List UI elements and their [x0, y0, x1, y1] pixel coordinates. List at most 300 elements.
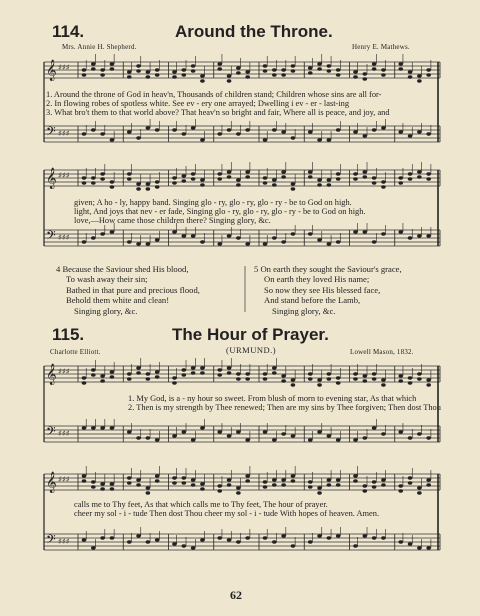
note-head [308, 130, 313, 133]
note-head [217, 242, 222, 245]
note-head [182, 544, 187, 547]
note-head [146, 242, 151, 245]
note-head [281, 432, 286, 435]
note-head [245, 128, 250, 131]
page-number: 62 [230, 588, 242, 602]
note-head [281, 483, 286, 486]
treble-clef-icon: 𝄞 [46, 168, 57, 189]
verse-line: 4 Because the Saviour shed His blood, [56, 264, 189, 274]
note-head [308, 480, 313, 483]
note-head [110, 370, 115, 373]
note-head [236, 178, 241, 181]
note-head [336, 68, 341, 71]
bass-clef-icon: 𝄢 [46, 124, 56, 142]
note-head [372, 480, 377, 483]
verse-line: Singing glory, &c. [272, 305, 336, 316]
note-head [146, 75, 151, 78]
note-head [281, 170, 286, 173]
note-head [110, 375, 115, 378]
note-head [91, 368, 96, 371]
note-head [236, 540, 241, 543]
note-head [426, 383, 431, 386]
note-head [272, 183, 277, 186]
note-head [146, 491, 151, 494]
note-head [317, 486, 322, 489]
note-head [91, 236, 96, 239]
note-head [398, 540, 403, 543]
note-head [82, 426, 87, 429]
note-head [281, 130, 286, 133]
note-head [353, 479, 358, 482]
note-head [245, 377, 250, 380]
note-head [236, 132, 241, 135]
note-head [308, 232, 313, 235]
note-head [127, 476, 132, 479]
note-head [82, 176, 87, 179]
lyric-line: love,—How came those children there? Singing glory, &c. [74, 216, 271, 225]
note-head [372, 181, 377, 184]
note-head [172, 481, 177, 484]
note-head [172, 176, 177, 179]
note-head [200, 138, 205, 141]
note-head [155, 479, 160, 482]
note-head [263, 64, 268, 67]
note-head [281, 374, 286, 377]
note-head [245, 75, 250, 78]
note-head [127, 377, 132, 380]
note-head [336, 177, 341, 180]
note-head [353, 172, 358, 175]
note-head [155, 73, 160, 76]
note-head [191, 438, 196, 441]
note-head [336, 438, 341, 441]
note-head [227, 483, 232, 486]
note-head [426, 234, 431, 237]
note-head [146, 187, 151, 190]
note-head [172, 128, 177, 131]
note-head [281, 379, 286, 382]
note-head [227, 170, 232, 173]
note-head [236, 377, 241, 380]
note-head [398, 430, 403, 433]
note-head [200, 426, 205, 429]
note-head [272, 540, 277, 543]
note-head [110, 67, 115, 70]
verse-line: Behold them white and clean! [66, 295, 170, 306]
note-head [127, 540, 132, 543]
treble-clef-icon: 𝄞 [46, 60, 57, 81]
note-head [308, 540, 313, 543]
note-head [182, 368, 187, 371]
note-head [172, 230, 177, 233]
note-head [182, 373, 187, 376]
note-head [136, 371, 141, 374]
note-head [363, 374, 368, 377]
note-head [236, 71, 241, 74]
note-head [217, 536, 222, 539]
note-head [91, 62, 96, 65]
note-head [227, 366, 232, 369]
note-head [291, 383, 296, 386]
note-head [272, 73, 277, 76]
note-head [272, 128, 277, 131]
note-head [408, 177, 413, 180]
note-head [100, 426, 105, 429]
note-head [236, 372, 241, 375]
note-head [127, 177, 132, 180]
note-head [336, 478, 341, 481]
note-head [336, 73, 341, 76]
note-head [291, 479, 296, 482]
note-head [91, 176, 96, 179]
note-head [281, 240, 286, 243]
note-head [308, 438, 313, 441]
note-head [363, 175, 368, 178]
note-head [372, 176, 377, 179]
note-head [245, 70, 250, 73]
note-head [336, 483, 341, 486]
note-head [227, 79, 232, 82]
note-head [200, 371, 205, 374]
note-head [272, 483, 277, 486]
note-head [91, 67, 96, 70]
note-head [127, 70, 132, 73]
note-head [146, 372, 151, 375]
note-head [291, 64, 296, 67]
key-sharps-icon: ♯♯♯ [58, 129, 70, 138]
note-head [217, 132, 222, 135]
note-head [327, 372, 332, 375]
note-head [381, 185, 386, 188]
bass-clef-icon: 𝄢 [46, 532, 56, 550]
note-head [426, 378, 431, 381]
note-head [272, 366, 277, 369]
note-head [291, 544, 296, 547]
note-head [381, 383, 386, 386]
bass-clef-icon: 𝄢 [46, 228, 56, 246]
note-head [172, 181, 177, 184]
verse-line: To wash away their sin; [66, 274, 148, 285]
note-head [263, 69, 268, 72]
note-head [82, 538, 87, 541]
note-head [327, 69, 332, 72]
note-head [136, 64, 141, 67]
note-head [182, 73, 187, 76]
note-head [372, 240, 377, 243]
treble-clef-icon: 𝄞 [46, 472, 57, 493]
note-head [127, 430, 132, 433]
note-head [426, 68, 431, 71]
hymn-115-music-credit: Lowell Mason, 1832. [350, 348, 414, 356]
note-head [291, 232, 296, 235]
note-head [146, 540, 151, 543]
note-head [236, 491, 241, 494]
note-head [155, 538, 160, 541]
note-head [227, 128, 232, 131]
note-head [172, 542, 177, 545]
lyric-line: light, And joys that nev - er fade, Singing glo - ry, glo - ry, glo - ry - be to God on high. [74, 207, 366, 216]
verse-line: Bathed in that pure and precious flood, [66, 284, 200, 295]
note-head [272, 478, 277, 481]
note-head [291, 474, 296, 477]
verse-line: Singing glory, &c. [74, 305, 138, 316]
note-head [91, 128, 96, 131]
note-head [245, 175, 250, 178]
note-head [172, 476, 177, 479]
note-head [398, 379, 403, 382]
note-head [136, 478, 141, 481]
note-head [136, 366, 141, 369]
note-head [372, 485, 377, 488]
note-head [217, 62, 222, 65]
note-head [82, 132, 87, 135]
note-head [417, 79, 422, 82]
note-head [291, 187, 296, 190]
note-head [372, 128, 377, 131]
note-head [200, 482, 205, 485]
note-head [363, 170, 368, 173]
key-sharps-icon: ♯♯♯ [58, 429, 70, 438]
note-head [110, 138, 115, 141]
note-head [353, 75, 358, 78]
key-sharps-icon: ♯♯♯ [58, 475, 70, 484]
note-head [363, 436, 368, 439]
note-head [146, 126, 151, 129]
note-head [336, 128, 341, 131]
note-head [155, 180, 160, 183]
note-head [408, 134, 413, 137]
note-head [110, 426, 115, 429]
note-head [327, 138, 332, 141]
note-head [381, 478, 386, 481]
note-head [100, 132, 105, 135]
note-head [398, 489, 403, 492]
note-head [82, 479, 87, 482]
note-head [91, 485, 96, 488]
note-head [353, 230, 358, 233]
note-head [236, 66, 241, 69]
note-head [327, 536, 332, 539]
note-head [100, 68, 105, 71]
note-head [426, 546, 431, 549]
note-head [110, 536, 115, 539]
note-head [200, 487, 205, 490]
note-head [146, 377, 151, 380]
note-head [182, 132, 187, 135]
note-head [155, 128, 160, 131]
note-head [353, 177, 358, 180]
note-head [172, 381, 177, 384]
note-head [82, 181, 87, 184]
note-head [417, 372, 422, 375]
note-head [417, 432, 422, 435]
note-head [336, 534, 341, 537]
note-head [263, 377, 268, 380]
note-head [172, 70, 177, 73]
note-head [191, 234, 196, 237]
note-head [146, 182, 151, 185]
note-head [381, 483, 386, 486]
note-head [426, 132, 431, 135]
note-head [308, 170, 313, 173]
hymn-114-number: 114. [52, 22, 85, 41]
note-head [146, 486, 151, 489]
note-head [363, 72, 368, 75]
note-head [408, 542, 413, 545]
key-sharps-icon: ♯♯♯ [58, 367, 70, 376]
note-head [100, 379, 105, 382]
note-head [381, 378, 386, 381]
note-head [127, 372, 132, 375]
note-head [136, 483, 141, 486]
note-head [100, 232, 105, 235]
note-head [182, 430, 187, 433]
hymn-115-number: 115. [52, 325, 85, 344]
note-head [182, 68, 187, 71]
note-head [91, 373, 96, 376]
hymn-114-system-2-lyrics [74, 198, 366, 225]
note-head [317, 383, 322, 386]
note-head [91, 546, 96, 549]
lyric-line: 2. In flowing robes of spotless white. See ev - ery one arrayed; Dwelling i ev - er - last-ing [46, 99, 350, 108]
hymn-115-words-credit: Charlotte Elliott. [50, 348, 101, 356]
note-head [426, 436, 431, 439]
note-head [372, 426, 377, 429]
note-head [217, 172, 222, 175]
note-head [155, 185, 160, 188]
note-head [127, 240, 132, 243]
note-head [353, 130, 358, 133]
note-head [200, 79, 205, 82]
note-head [417, 74, 422, 77]
note-head [182, 179, 187, 182]
note-head [217, 67, 222, 70]
note-head [217, 373, 222, 376]
note-head [417, 175, 422, 178]
note-head [408, 70, 413, 73]
note-head [91, 181, 96, 184]
note-head [155, 68, 160, 71]
note-head [353, 544, 358, 547]
note-head [91, 426, 96, 429]
note-head [227, 74, 232, 77]
note-head [227, 371, 232, 374]
note-head [336, 172, 341, 175]
note-head [217, 484, 222, 487]
note-head [363, 230, 368, 233]
hymn-115-title: The Hour of Prayer. [172, 325, 329, 344]
note-head [200, 183, 205, 186]
key-sharps-icon: ♯♯♯ [58, 171, 70, 180]
hymn-114-system-1-lyrics [46, 90, 390, 117]
note-head [317, 62, 322, 65]
lyric-line: 1. Around the throne of God in heav'n, Thousands of children stand; Children whose sins are all for- [46, 90, 382, 99]
note-head [227, 234, 232, 237]
lyric-line: cheer my sol - i - tude Then dost Thou cheer my sol - i - tude With hopes of heaven. Amen. [74, 509, 380, 518]
note-head [100, 482, 105, 485]
note-head [172, 434, 177, 437]
note-head [408, 376, 413, 379]
note-head [381, 73, 386, 76]
note-head [200, 74, 205, 77]
note-head [155, 375, 160, 378]
note-head [353, 474, 358, 477]
note-head [398, 484, 403, 487]
note-head [327, 64, 332, 67]
note-head [191, 172, 196, 175]
note-head [127, 130, 132, 133]
note-head [191, 371, 196, 374]
note-head [417, 234, 422, 237]
note-head [417, 546, 422, 549]
treble-clef-icon: 𝄞 [46, 364, 57, 385]
note-head [381, 432, 386, 435]
note-head [372, 62, 377, 65]
hymn-115-system-2-lyrics [74, 500, 379, 518]
note-head [191, 126, 196, 129]
note-head [172, 376, 177, 379]
note-head [227, 175, 232, 178]
note-head [291, 434, 296, 437]
note-head [191, 64, 196, 67]
note-head [82, 240, 87, 243]
note-head [327, 483, 332, 486]
note-head [398, 374, 403, 377]
note-head [281, 68, 286, 71]
hymn-114-verse-5 [254, 264, 402, 316]
note-head [236, 183, 241, 186]
note-head [291, 69, 296, 72]
note-head [136, 534, 141, 537]
note-head [317, 178, 322, 181]
note-head [82, 381, 87, 384]
note-head [417, 491, 422, 494]
note-head [381, 180, 386, 183]
note-head [327, 183, 332, 186]
note-head [381, 232, 386, 235]
note-head [146, 70, 151, 73]
note-head [227, 538, 232, 541]
note-head [100, 172, 105, 175]
note-head [263, 181, 268, 184]
note-head [363, 534, 368, 537]
note-head [317, 183, 322, 186]
note-head [381, 126, 386, 129]
note-head [308, 66, 313, 69]
note-head [281, 73, 286, 76]
note-head [91, 480, 96, 483]
note-head [263, 430, 268, 433]
hymn-114-music-credit: Henry E. Mathews. [352, 43, 410, 51]
note-head [272, 68, 277, 71]
note-head [191, 69, 196, 72]
note-head [245, 372, 250, 375]
note-head [110, 185, 115, 188]
note-head [100, 177, 105, 180]
note-head [308, 71, 313, 74]
note-head [245, 242, 250, 245]
note-head [136, 69, 141, 72]
note-head [110, 230, 115, 233]
note-head [100, 73, 105, 76]
note-head [408, 381, 413, 384]
note-head [317, 67, 322, 70]
note-head [172, 75, 177, 78]
hymn-114-title: Around the Throne. [175, 22, 333, 41]
note-head [155, 438, 160, 441]
note-head [182, 174, 187, 177]
note-head [155, 238, 160, 241]
